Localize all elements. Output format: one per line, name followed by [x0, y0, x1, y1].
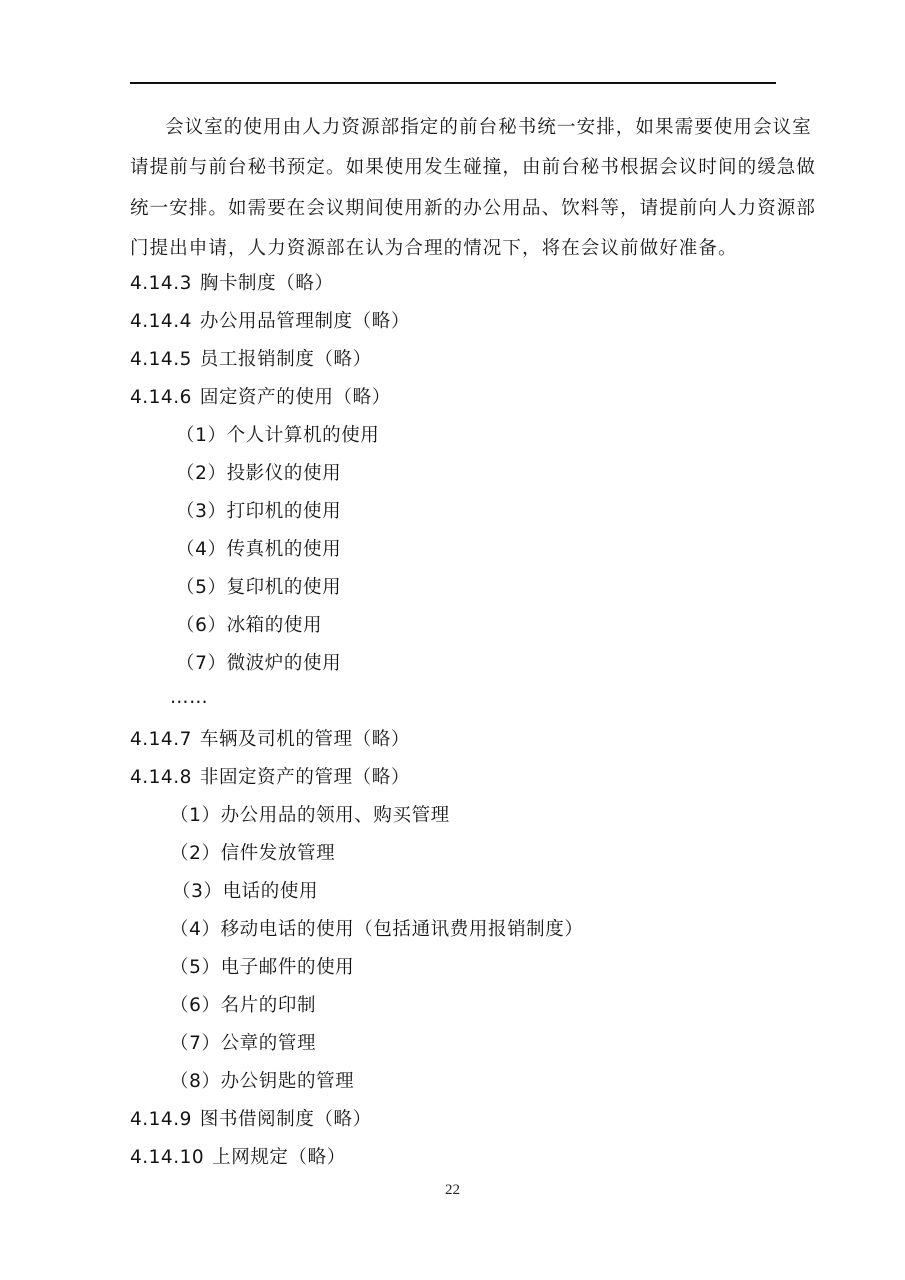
- section-heading-4-14-8: [130, 766, 410, 790]
- list-item: （7）公章的管理: [170, 1033, 317, 1054]
- paragraph-line: 门提出申请，人力资源部在认为合理的情况下，将在会议前做好准备。: [130, 237, 738, 259]
- list-item: （2）信件发放管理: [170, 843, 336, 864]
- section-number: 4.14.5: [130, 349, 192, 370]
- section-title: 员工报销制度（略）: [199, 349, 372, 370]
- section-number: 4.14.3: [130, 273, 192, 294]
- paragraph-line: 会议室的使用由人力资源部指定的前台秘书统一安排，如果需要使用会议室: [165, 117, 812, 138]
- list-item: （6）名片的印制: [170, 995, 317, 1016]
- paragraph-line: 统一安排。如需要在会议期间使用新的办公用品、饮料等，请提前向人力资源部: [130, 197, 817, 219]
- list-item: （6）冰箱的使用: [176, 615, 323, 636]
- section-number: 4.14.6: [130, 387, 192, 408]
- section-title: 非固定资产的管理（略）: [199, 767, 410, 788]
- section-number: 4.14.7: [130, 729, 192, 750]
- header-rule: [130, 82, 776, 84]
- ellipsis: ……: [170, 687, 209, 708]
- list-item: （2）投影仪的使用: [176, 463, 342, 484]
- page-number: 22: [445, 1182, 460, 1198]
- section-title: 车辆及司机的管理（略）: [199, 729, 410, 750]
- section-title: 图书借阅制度（略）: [199, 1109, 372, 1130]
- list-item: （7）微波炉的使用: [176, 653, 342, 674]
- list-item: （5）电子邮件的使用: [170, 957, 355, 978]
- section-heading-4-14-5: [130, 348, 372, 372]
- section-number: 4.14.10: [130, 1147, 205, 1168]
- paragraph-line: 请提前与前台秘书预定。如果使用发生碰撞，由前台秘书根据会议时间的缓急做: [130, 157, 817, 179]
- section-number: 4.14.9: [130, 1109, 192, 1130]
- section-title: 胸卡制度（略）: [199, 273, 334, 294]
- meeting-room-paragraph: [130, 116, 817, 277]
- section-heading-4-14-4: [130, 310, 410, 334]
- section-heading-4-14-3: [130, 272, 334, 296]
- section-heading-4-14-9: [130, 1108, 372, 1132]
- list-item: （3）打印机的使用: [176, 501, 342, 522]
- section-heading-4-14-10: [130, 1146, 346, 1170]
- section-title: 办公用品管理制度（略）: [199, 311, 410, 332]
- list-item: （8）办公钥匙的管理: [170, 1071, 355, 1092]
- list-item: （4）传真机的使用: [176, 539, 342, 560]
- list-item: （4）移动电话的使用（包括通讯费用报销制度）: [170, 919, 584, 940]
- section-number: 4.14.4: [130, 311, 192, 332]
- list-item: （1）办公用品的领用、购买管理: [170, 805, 450, 826]
- section-number: 4.14.8: [130, 767, 192, 788]
- section-title: 固定资产的使用（略）: [199, 387, 391, 408]
- list-item: （5）复印机的使用: [176, 577, 342, 598]
- section-heading-4-14-6: [130, 386, 391, 410]
- list-item: （3）电话的使用: [172, 881, 319, 902]
- section-heading-4-14-7: [130, 728, 410, 752]
- section-title: 上网规定（略）: [212, 1147, 346, 1168]
- list-item: （1）个人计算机的使用: [176, 425, 380, 446]
